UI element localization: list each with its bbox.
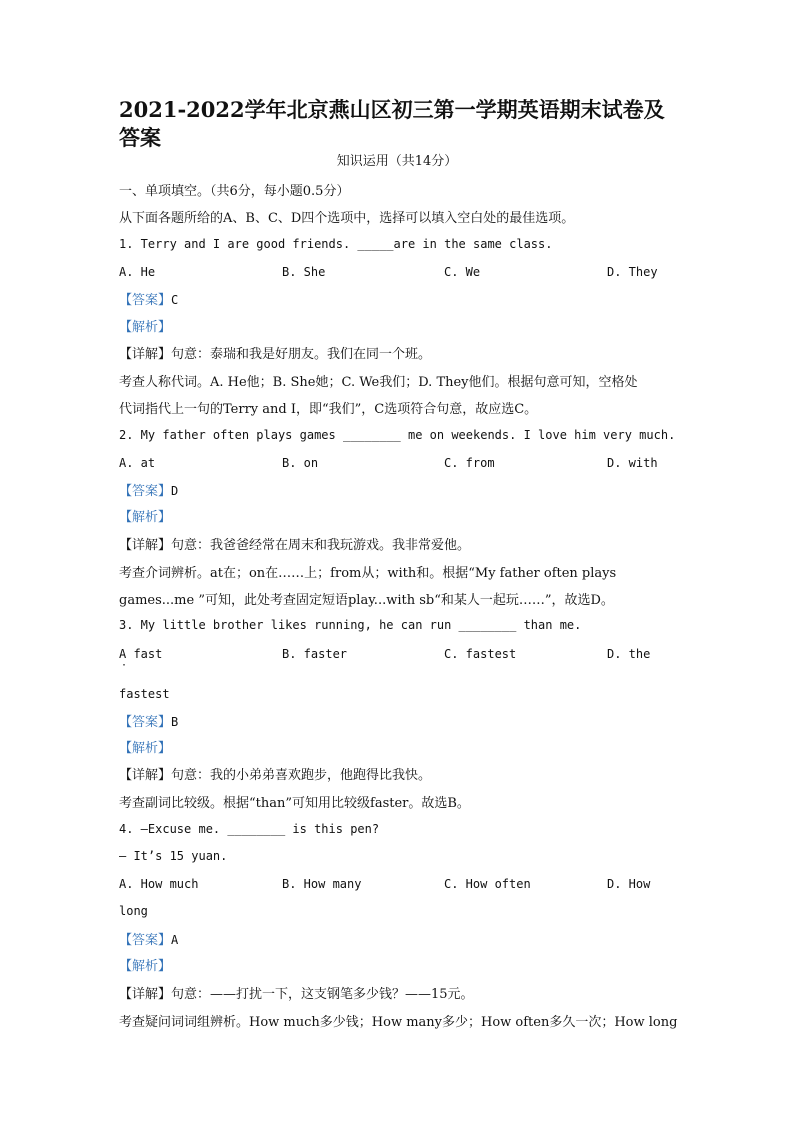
question-1-detail [119,343,431,362]
question-2-answer [119,480,178,499]
question-4-stem-line-1: 4. —Excuse me. ________ is this pen? [119,822,380,836]
question-3-option-b: B. faster [282,647,348,661]
question-2-stem: 2. My father often plays games ________ me on weekends. I love him very much. [119,428,676,442]
detail-label: 【详解】 [119,538,172,553]
question-2-explanation-line-1: 考查介词辨析。at在；on在……上；from从；with和。根据“My father often plays [119,566,617,581]
question-4-option-c: C. How often [444,877,531,891]
question-3-explanation-line-1: 考查副词比较级。根据“than”可知用比较级faster。故选B。 [119,796,470,811]
question-4-analysis-label: 【解析】 [119,959,172,974]
answer-value: B [171,715,179,729]
question-2-explanation-line-2: games...me ”可知，此处考查固定短语play...with sb“和某人一起玩……”，故选D。 [119,593,614,608]
question-1-option-c: C. We [444,265,481,279]
question-2-option-b: B. on [282,456,319,470]
question-4-option-a: A. How much [119,877,199,891]
detail-label: 【详解】 [119,987,172,1002]
question-4-option-d: D. How [607,877,651,891]
answer-value: A [171,933,179,947]
question-1-analysis-label: 【解析】 [119,320,172,335]
detail-text: 句意：泰瑞和我是好朋友。我们在同一个班。 [171,347,432,362]
instruction: 从下面各题所给的A、B、C、D四个选项中，选择可以填入空白处的最佳选项。 [119,211,575,226]
question-2-analysis-label: 【解析】 [119,510,172,525]
question-2-option-c: C. from [444,456,495,470]
part-heading: 一、单项填空。（共6分，每小题0.5分） [119,184,350,199]
answer-value: D [171,484,179,498]
question-4-detail [119,983,474,1002]
answer-label: 【答案】 [119,293,172,308]
question-3-option-d-continued: fastest [119,687,170,701]
question-4-explanation-line-1: 考查疑问词词组辨析。How much多少钱；How many多少；How often多久一次；How long [119,1015,678,1030]
question-3-detail [119,764,431,783]
question-1-answer [119,289,178,308]
question-1-option-b: B. She [282,265,326,279]
question-3-option-d: D. the [607,647,651,661]
answer-label: 【答案】 [119,933,172,948]
question-3-stem: 3. My little brother likes running, he can run ________ than me. [119,618,582,632]
question-3-analysis-label: 【解析】 [119,741,172,756]
question-3-answer [119,711,178,730]
detail-text: 句意：——打扰一下，这支钢笔多少钱？——15元。 [171,987,474,1002]
stray-dot: · [121,660,128,671]
question-1-option-d: D. They [607,265,658,279]
detail-text: 句意：我爸爸经常在周末和我玩游戏。我非常爱他。 [171,538,471,553]
question-1-explanation-line-1: 考查人称代词。A. He他；B. She她；C. We我们；D. They他们。根据句意可知，空格处 [119,375,638,390]
detail-label: 【详解】 [119,768,172,783]
question-3-option-c: C. fastest [444,647,517,661]
document-title: 2021-2022学年北京燕山区初三第一学期英语期末试卷及答案 [119,97,665,150]
question-4-option-b: B. How many [282,877,362,891]
question-2-option-d: D. with [607,456,658,470]
answer-label: 【答案】 [119,715,172,730]
detail-label: 【详解】 [119,347,172,362]
question-4-option-d-continued: long [119,904,148,918]
question-4-answer [119,929,178,948]
question-2-detail [119,534,470,553]
question-2-option-a: A. at [119,456,156,470]
question-3-option-a: A fast [119,647,163,661]
answer-label: 【答案】 [119,484,172,499]
section-heading: 知识运用（共14分） [336,154,458,169]
question-1-explanation-line-2: 代词指代上一句的Terry and I，即“我们”，C选项符合句意，故应选C。 [119,402,538,417]
question-1-option-a: A. He [119,265,156,279]
question-1-stem: 1. Terry and I are good friends. _____are in the same class. [119,237,553,251]
question-4-stem-line-2: — It’s 15 yuan. [119,849,228,863]
detail-text: 句意：我的小弟弟喜欢跑步，他跑得比我快。 [171,768,432,783]
answer-value: C [171,293,179,307]
